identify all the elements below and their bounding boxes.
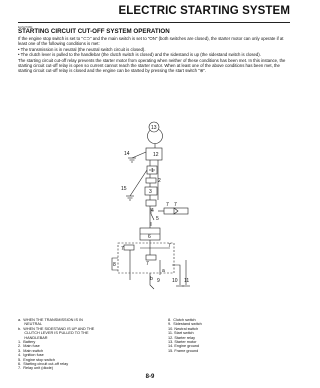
label-7-mid: 7 bbox=[146, 261, 149, 267]
label-4: 4 bbox=[151, 208, 154, 214]
label-b: b bbox=[150, 276, 153, 282]
bullet-neutral: • The transmission is in neutral (the neutral switch circuit is closed). bbox=[18, 46, 146, 52]
legend-item: 12. Starter relay bbox=[168, 335, 196, 340]
section-title: STARTING CIRCUIT CUT-OFF SYSTEM OPERATION bbox=[18, 28, 170, 35]
label-1: 1 bbox=[151, 168, 154, 174]
legend-item: 14. Engine ground bbox=[168, 344, 200, 349]
label-15: 15 bbox=[121, 186, 127, 192]
legend-item: 5. Engine stop switch bbox=[18, 357, 55, 362]
legend-right-column bbox=[168, 318, 202, 353]
legend-item: 2. Main fuse bbox=[18, 344, 40, 349]
paragraph-intro: If the engine stop switch is set to "⊂⊃" and the main switch is set to "ON" (both switches are closed), the starter motor can only operate if at least one of the following conditions is met: bbox=[18, 36, 284, 47]
legend-item: 1. Battery bbox=[18, 340, 36, 345]
relay-unit-diode-box bbox=[164, 208, 188, 214]
label-7-left: 7 bbox=[121, 246, 124, 252]
label-7-top: 7 bbox=[166, 202, 169, 208]
label-a: a bbox=[162, 268, 165, 274]
label-9: 9 bbox=[157, 278, 160, 284]
legend-left-column bbox=[18, 318, 94, 371]
label-11: 11 bbox=[184, 278, 190, 284]
legend-item: NEUTRAL bbox=[18, 322, 43, 327]
legend-item: CLUTCH LEVER IS PULLED TO THE bbox=[18, 331, 89, 336]
legend-item: 15. Frame ground bbox=[168, 348, 199, 353]
ignition-fuse-symbol bbox=[146, 200, 156, 206]
legend-item: 10. Neutral switch bbox=[168, 326, 199, 331]
legend-item: a. WHEN THE TRANSMISSION IS IN bbox=[18, 318, 83, 322]
legend-item: b. WHEN THE SIDESTAND IS UP AND THE bbox=[18, 326, 95, 331]
legend-item: 7. Relay unit (diode) bbox=[18, 366, 54, 371]
legend-item: 9. Sidestand switch bbox=[168, 322, 202, 327]
legend-item: 8. Clutch switch bbox=[168, 318, 196, 322]
label-10: 10 bbox=[172, 278, 178, 284]
label-7-top-b: 7 bbox=[174, 202, 177, 208]
main-fuse-symbol bbox=[146, 178, 156, 183]
legend-item: 6. Starting circuit cut-off relay bbox=[18, 362, 69, 367]
label-7-right: 7 bbox=[168, 243, 171, 249]
legend-item: 13. Starter motor bbox=[168, 340, 197, 345]
page-header-title: ELECTRIC STARTING SYSTEM bbox=[118, 5, 290, 17]
page-number: 8-9 bbox=[145, 374, 155, 380]
label-2: 2 bbox=[158, 178, 161, 184]
legend-item: 3. Main switch bbox=[18, 348, 44, 353]
legend-item: 4. Ignition fuse bbox=[18, 353, 44, 358]
label-3: 3 bbox=[149, 189, 152, 195]
label-8: 8 bbox=[113, 262, 116, 268]
label-13: 13 bbox=[151, 125, 157, 131]
doc-code: EAS27080 bbox=[18, 25, 33, 29]
legend-item: 11. Start switch bbox=[168, 331, 194, 336]
legend-item: HANDLEBAR bbox=[18, 335, 48, 340]
label-6: 6 bbox=[148, 234, 151, 240]
paragraph-relay: The starting circuit cut-off relay prevents the starter motor from operating when neither of these conditions has been met. In this instance, the starting circuit cut-off relay is open so current cannot reach the starter motor. When at least one of the above conditions has been met, the starting circuit cut-off relay is closed and the engine can be started by pressing the start switch "⊛". bbox=[18, 57, 286, 74]
label-5: 5 bbox=[156, 216, 159, 222]
label-14: 14 bbox=[124, 151, 130, 157]
bullet-clutch-sidestand: • The clutch lever is pulled to the handlebar (the clutch switch is closed) and the sidestand is up (the sidestand switch is closed). bbox=[18, 52, 261, 58]
label-12: 12 bbox=[153, 152, 159, 158]
